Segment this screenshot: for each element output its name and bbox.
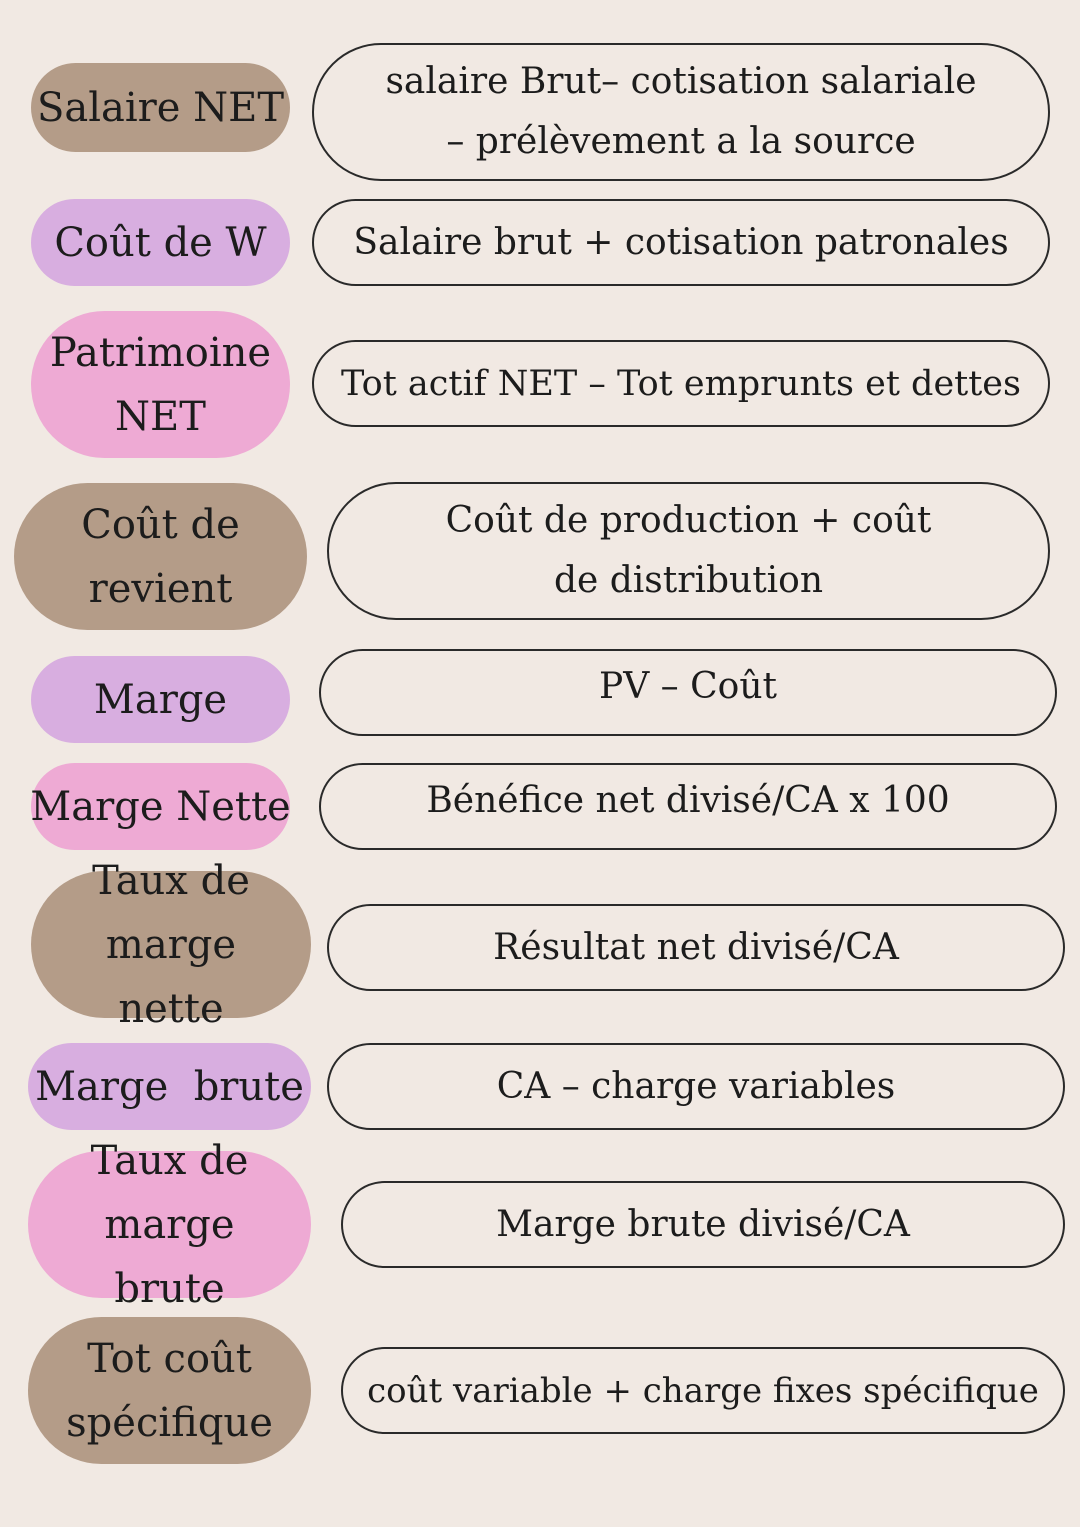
term-pill-marge-brute xyxy=(28,1043,311,1130)
definition-text: PV – Coût xyxy=(599,666,777,707)
term-pill-marge-nette xyxy=(31,763,290,850)
term-pill-patrimoine-net xyxy=(31,311,290,458)
definition-pill-patrimoine-net xyxy=(312,340,1050,427)
term-label: Tot coût spécifique xyxy=(66,1335,273,1446)
term-label: Taux de marge brute xyxy=(90,1137,249,1312)
definition-text: Résultat net divisé/CA xyxy=(493,926,899,968)
definition-pill-marge-brute xyxy=(327,1043,1065,1130)
definition-text: salaire Brut– cotisation salariale – prélèvement a la source xyxy=(385,61,977,162)
definition-pill-tot-cout-specifique xyxy=(341,1347,1065,1434)
definition-pill-taux-de-marge-nette xyxy=(327,904,1065,991)
term-label: Coût de W xyxy=(54,219,267,266)
term-label: Coût de revient xyxy=(81,501,240,612)
definition-pill-taux-de-marge-brute xyxy=(341,1181,1065,1268)
term-label: Marge xyxy=(93,676,228,723)
definition-pill-marge-nette xyxy=(319,763,1057,850)
term-label: Patrimoine NET xyxy=(49,329,272,440)
term-label: Taux de marge nette xyxy=(92,857,250,1032)
definition-pill-cout-de-w xyxy=(312,199,1050,286)
term-pill-taux-de-marge-nette xyxy=(31,857,311,1032)
definition-text: Marge brute divisé/CA xyxy=(496,1203,910,1245)
term-pill-marge xyxy=(31,656,290,743)
definition-pill-marge xyxy=(319,649,1057,736)
definition-text: Coût de production + coût de distribution xyxy=(445,500,932,601)
term-label: Salaire NET xyxy=(36,84,285,131)
definition-text: Bénéfice net divisé/CA x 100 xyxy=(426,780,950,821)
term-label: Marge Nette xyxy=(30,783,291,830)
definition-text: Tot actif NET – Tot emprunts et dettes xyxy=(341,363,1021,404)
definition-text: CA – charge variables xyxy=(496,1065,896,1107)
term-pill-cout-de-w xyxy=(31,199,290,286)
term-pill-tot-cout-specifique xyxy=(28,1317,311,1464)
definition-text: coût variable + charge fixes spécifique xyxy=(367,1370,1039,1411)
term-pill-taux-de-marge-brute xyxy=(28,1137,311,1312)
term-pill-salaire-net xyxy=(31,63,290,152)
definition-pill-salaire-net xyxy=(312,43,1050,181)
term-label: Marge brute xyxy=(35,1063,304,1110)
definition-text: Salaire brut + cotisation patronales xyxy=(353,221,1009,263)
term-pill-cout-de-revient xyxy=(14,483,307,630)
definition-pill-cout-de-revient xyxy=(327,482,1050,620)
